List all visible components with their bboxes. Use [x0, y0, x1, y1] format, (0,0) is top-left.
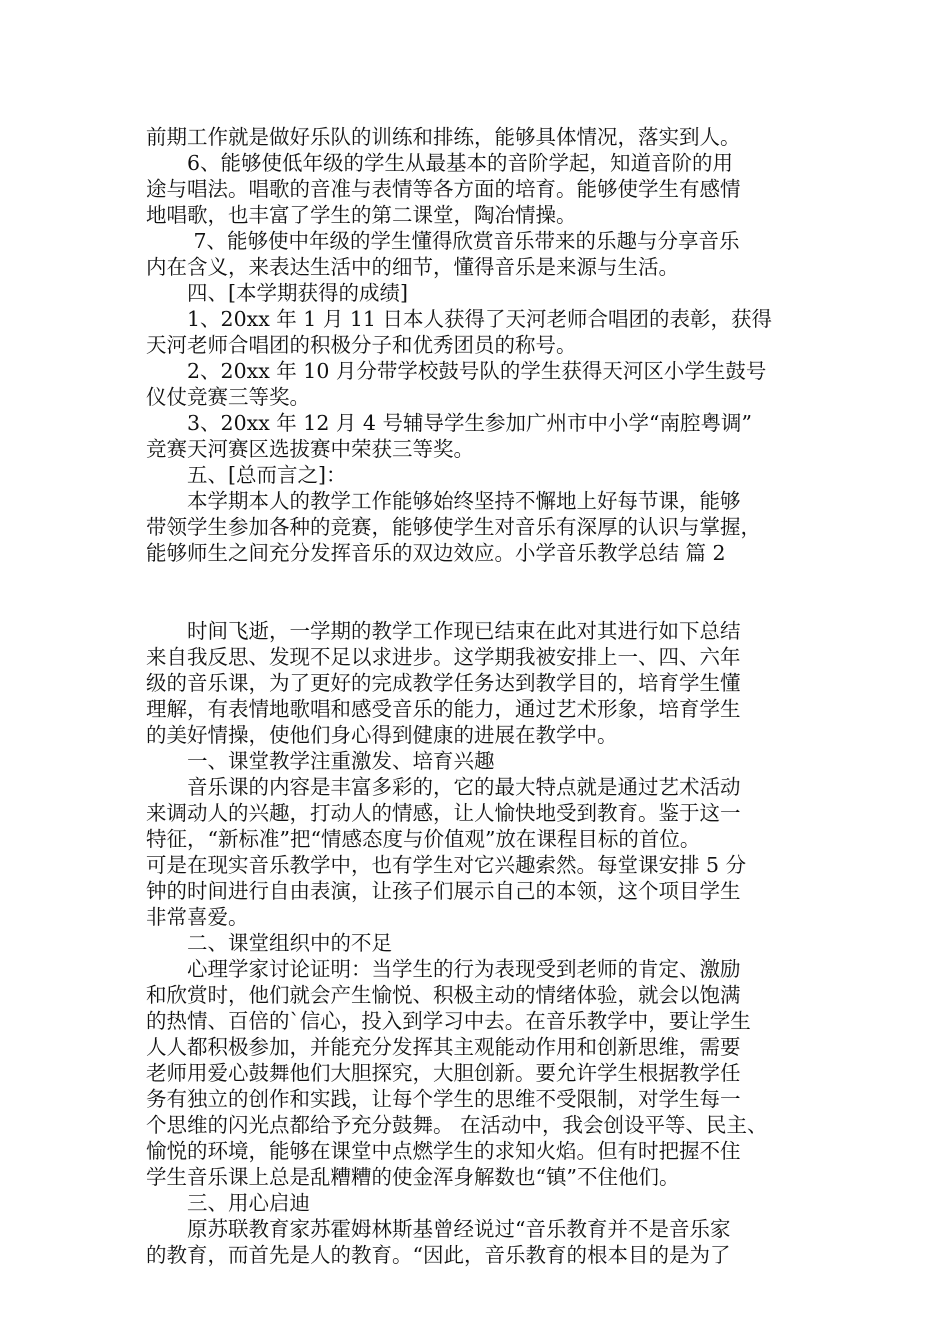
text-line: 带领学生参加各种的竞赛，能够使学生对音乐有深厚的认识与掌握， — [146, 515, 761, 539]
text-line: 非常喜爱。 — [146, 905, 249, 929]
text-line: 1、20xx 年 1 月 11 日本人获得了天河老师合唱团的表彰，获得 — [146, 307, 772, 331]
text-line: 的美好情操，使他们身心得到健康的进展在教学中。 — [146, 723, 618, 747]
text-line: 来调动人的兴趣，打动人的情感，让人愉快地受到教育。鉴于这一 — [146, 801, 741, 825]
text-line: 能够师生之间充分发挥音乐的双边效应。小学音乐教学总结 篇 2 — [146, 541, 726, 565]
text-line: 心理学家讨论证明：当学生的行为表现受到老师的肯定、激励 — [146, 957, 741, 981]
text-line: 特征，“新标准”把“情感态度与价值观”放在课程目标的首位。 — [146, 827, 701, 851]
text-line: 愉悦的环境，能够在课堂中点燃学生的求知火焰。但有时把握不住 — [146, 1139, 741, 1163]
text-line: 学生音乐课上总是乱糟糟的使金浑身解数也“镇”不住他们。 — [146, 1165, 680, 1189]
text-line: 个思维的闪光点都给予充分鼓舞。 在活动中，我会创设平等、民主、 — [146, 1113, 768, 1137]
section-gap — [146, 566, 806, 618]
text-line: 2、20xx 年 10 月分带学校鼓号队的学生获得天河区小学生鼓号 — [146, 359, 767, 383]
text-line: 音乐课的内容是丰富多彩的，它的最大特点就是通过艺术活动 — [146, 775, 741, 799]
text-line: 天河老师合唱团的积极分子和优秀团员的称号。 — [146, 333, 577, 357]
text-line: 地唱歌，也丰富了学生的第二课堂，陶冶情操。 — [146, 203, 577, 227]
text-line: 务有独立的创作和实践，让每个学生的思维不受限制，对学生每一 — [146, 1087, 741, 1111]
text-line: 的热情、百倍的`信心，投入到学习中去。在音乐教学中，要让学生 — [146, 1009, 751, 1033]
text-line: 老师用爱心鼓舞他们大胆探究，大胆创新。要允许学生根据教学任 — [146, 1061, 741, 1085]
text-line: 内在含义，来表达生活中的细节，懂得音乐是来源与生活。 — [146, 255, 679, 279]
text-line: 3、20xx 年 12 月 4 号辅导学生参加广州市中小学“南腔粤调” — [146, 411, 752, 435]
section-summary-2 — [146, 618, 806, 1268]
text-line: 级的音乐课，为了更好的完成教学任务达到教学目的，培育学生懂 — [146, 671, 741, 695]
text-line: 理解，有表情地歌唱和感受音乐的能力，通过艺术形象，培育学生 — [146, 697, 741, 721]
document-page — [146, 124, 806, 1268]
text-line: 人人都积极参加，并能充分发挥其主观能动作用和创新思维，需要 — [146, 1035, 741, 1059]
text-line: 和欣赏时，他们就会产生愉悦、积极主动的情绪体验，就会以饱满 — [146, 983, 741, 1007]
text-line: 仪仗竞赛三等奖。 — [146, 385, 310, 409]
text-line: 时间飞逝，一学期的教学工作现已结束在此对其进行如下总结 — [146, 619, 741, 643]
text-line: 途与唱法。唱歌的音准与表情等各方面的培育。能够使学生有感情 — [146, 177, 741, 201]
text-line: 的教育，而首先是人的教育。“因此，音乐教育的根本目的是为了 — [146, 1243, 731, 1267]
text-line: 五、[总而言之]： — [146, 463, 347, 487]
text-line: 原苏联教育家苏霍姆林斯基曾经说过“音乐教育并不是音乐家 — [146, 1217, 731, 1241]
text-line: 本学期本人的教学工作能够始终坚持不懈地上好每节课，能够 — [146, 489, 741, 513]
section-achievements — [146, 124, 806, 566]
text-line: 7、能够使中年级的学生懂得欣赏音乐带来的乐趣与分享音乐 — [146, 229, 740, 253]
text-line: 钟的时间进行自由表演，让孩子们展示自己的本领，这个项目学生 — [146, 879, 741, 903]
text-line: 三、用心启迪 — [146, 1191, 310, 1215]
text-line: 6、能够使低年级的学生从最基本的音阶学起，知道音阶的用 — [146, 151, 734, 175]
text-line: 竞赛天河赛区选拔赛中荣获三等奖。 — [146, 437, 474, 461]
text-line: 来自我反思、发现不足以求进步。这学期我被安排上一、四、六年 — [146, 645, 741, 669]
text-line: 二、课堂组织中的不足 — [146, 931, 392, 955]
text-line: 一、课堂教学注重激发、培育兴趣 — [146, 749, 495, 773]
text-line: 前期工作就是做好乐队的训练和排练，能够具体情况，落实到人。 — [146, 125, 741, 149]
text-line: 四、[本学期获得的成绩] — [146, 281, 408, 305]
text-line: 可是在现实音乐教学中，也有学生对它兴趣索然。每堂课安排 5 分 — [146, 853, 747, 877]
